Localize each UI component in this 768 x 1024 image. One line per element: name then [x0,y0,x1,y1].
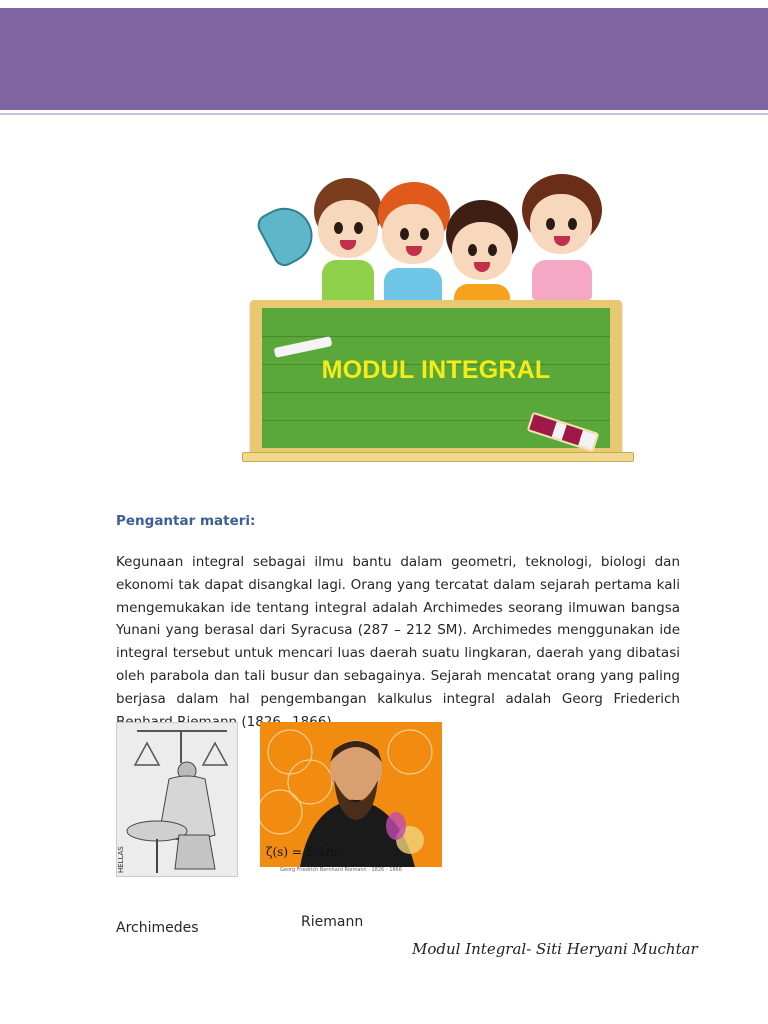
riemann-portrait [260,722,442,867]
page-footer: Modul Integral- Siti Heryani Muchtar [412,940,698,958]
cover-illustration [240,170,636,466]
archimedes-caption: Archimedes [116,920,199,936]
zeta-formula: ζ(s) = Σ 1/nˢ [266,845,342,859]
archimedes-portrait [116,722,238,877]
cartoon-kid-4 [518,174,608,304]
section-heading: Pengantar materi: [116,513,256,529]
riemann-image-credit: Georg Friedrich Bernhard Riemann · 1826 - 1866 [280,867,402,873]
archimedes-engraving [117,723,238,877]
intro-paragraph: Kegunaan integral sebagai ilmu bantu dalam geometri, teknologi, biologi dan ekonomi tak dapat disangkal lagi. Orang yang tercatat dalam sejarah pertama kali mengemukakan ide tentang integral adalah Archimedes seorang ilmuwan bangsa Yunani yang berasal dari Syracusa (287 – 212 SM). Archimedes menggunakan ide integral tersebut untuk mencari luas daerah suatu lingkaran, daerah yang dibatasi oleh parabola dan tali busur dan sebagainya. Sejarah mencatat orang yang paling berjasa dalam hal pengembangan kalkulus integral adalah Georg Friederich [116,554,680,707]
header-divider [0,113,768,115]
header-band [0,8,768,110]
riemann-caption: Riemann [301,914,364,930]
chalkboard-ledge [242,452,634,462]
cover-title: MODUL INTEGRAL [321,356,551,384]
engraving-stamp: HELLAS [117,846,125,873]
riemann-illustration [260,722,442,867]
